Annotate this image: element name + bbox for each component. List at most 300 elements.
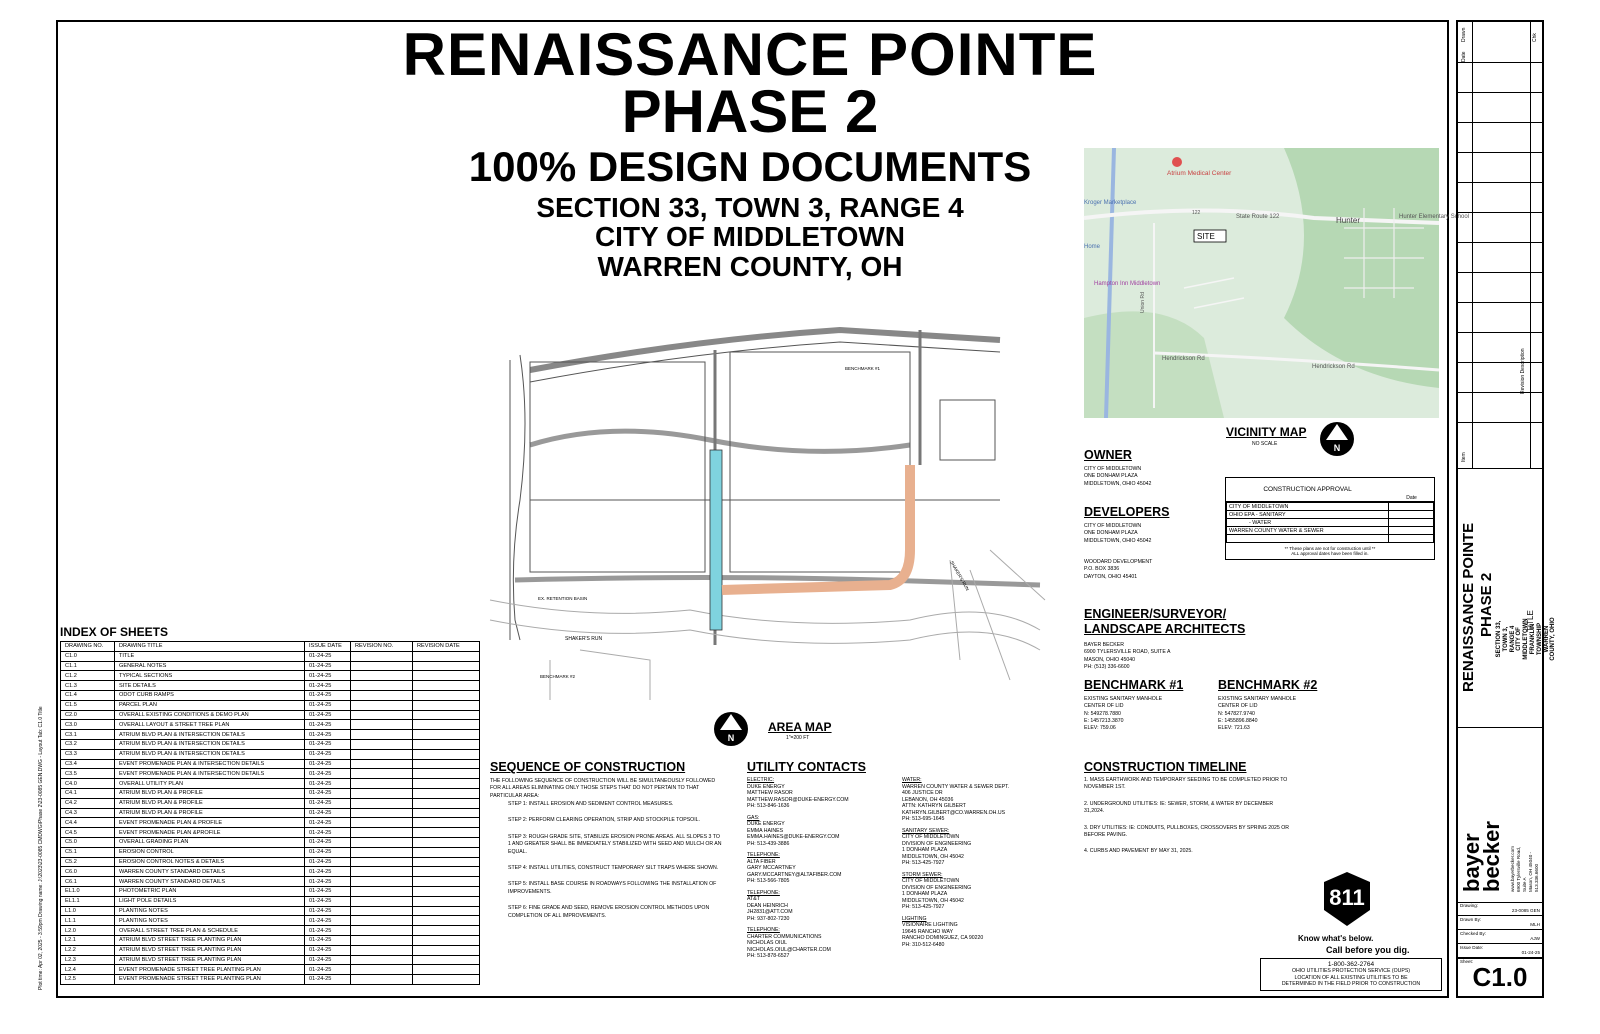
index-cell: 01-24-25 [305, 710, 351, 720]
index-cell: OVERALL LAYOUT & STREET TREE PLAN [115, 720, 305, 730]
index-cell: 01-24-25 [305, 975, 351, 985]
index-cell: EVENT PROMENADE STREET TREE PLANTING PLAN [115, 965, 305, 975]
index-row [61, 720, 480, 730]
utility-category: WATER: [902, 777, 922, 783]
index-cell: ATRIUM BLVD PLAN & PROFILE [115, 808, 305, 818]
vicinity-label-school: Hunter Elementary School [1399, 214, 1470, 220]
index-row [61, 867, 480, 877]
index-cell [351, 896, 413, 906]
index-cell [351, 769, 413, 779]
index-row [61, 965, 480, 975]
vicinity-map-graphic [1084, 148, 1470, 418]
index-cell [351, 916, 413, 926]
index-cell: OVERALL GRADING PLAN [115, 837, 305, 847]
construction-approval-box [1225, 477, 1435, 560]
index-row [61, 730, 480, 740]
firm-info: www.bayerbecker.com 6900 Tylersville Road, Suite A Mason, OH 45040 - 513.336.6600 [1510, 846, 1539, 892]
rev-header-date: Date [1461, 51, 1467, 62]
index-cell: C5.0 [61, 837, 115, 847]
oups-phone: 1-800-362-2764 [1327, 961, 1375, 968]
index-cell: L2.1 [61, 935, 115, 945]
index-col-header: DRAWING NO. [61, 642, 115, 652]
index-cell: 01-24-25 [305, 906, 351, 916]
index-cell [413, 955, 480, 965]
index-cell: 01-24-25 [305, 720, 351, 730]
owner-text: CITY OF MIDDLETOWN ONE DONHAM PLAZA MIDDLETOWN, OHIO 45042 [1084, 466, 1152, 487]
index-row [61, 681, 480, 691]
index-cell: 01-24-25 [305, 926, 351, 936]
titleblock-field [1458, 930, 1542, 944]
index-cell: WARREN COUNTY STANDARD DETAILS [115, 877, 305, 887]
index-cell: PARCEL PLAN [115, 700, 305, 710]
index-cell: TITLE [115, 651, 305, 661]
index-cell [413, 926, 480, 936]
index-row [61, 749, 480, 759]
benchmark1-label: BENCHMARK #1 [845, 366, 881, 371]
index-row [61, 661, 480, 671]
svg-text:N: N [1333, 443, 1341, 453]
engineer-heading-2: LANDSCAPE ARCHITECTS [1084, 622, 1246, 636]
index-cell: C3.5 [61, 769, 115, 779]
index-cell [413, 710, 480, 720]
index-cell [351, 877, 413, 887]
index-cell [351, 867, 413, 877]
index-cell: C1.0 [61, 651, 115, 661]
index-cell: 01-24-25 [305, 798, 351, 808]
index-cell: C3.2 [61, 739, 115, 749]
index-row [61, 779, 480, 789]
index-cell: 01-24-25 [305, 935, 351, 945]
index-row [61, 857, 480, 867]
index-cell: 01-24-25 [305, 759, 351, 769]
index-cell [413, 759, 480, 769]
index-cell [351, 661, 413, 671]
index-row [61, 847, 480, 857]
vicinity-label-sr122: State Route 122 [1236, 214, 1280, 220]
index-cell: ATRIUM BLVD PLAN & INTERSECTION DETAILS [115, 730, 305, 740]
index-cell [413, 916, 480, 926]
utility-contact: DUKE ENERGY EMMA HAINES EMMA.HAINES@DUKE-ENERGY.COM PH: 513-439-3886 [747, 821, 840, 847]
index-cell: 01-24-25 [305, 837, 351, 847]
vicinity-label-kroger: Kroger Marketplace [1084, 200, 1137, 206]
index-cell [351, 965, 413, 975]
index-cell: PLANTING NOTES [115, 906, 305, 916]
index-cell: C5.1 [61, 847, 115, 857]
utility-category: STORM SEWER: [902, 871, 943, 878]
index-row [61, 769, 480, 779]
index-cell: 01-24-25 [305, 779, 351, 789]
index-cell: GENERAL NOTES [115, 661, 305, 671]
index-cell: LIGHT POLE DETAILS [115, 896, 305, 906]
utility-contact: CITY OF MIDDLETOWN DIVISION OF ENGINEERING 1 DONHAM PLAZA MIDDLETOWN, OH 45042 PH: 513-425-7927 [902, 878, 972, 910]
index-cell: C3.1 [61, 730, 115, 740]
index-cell [351, 926, 413, 936]
area-map-plan [490, 300, 1050, 700]
developers-heading: DEVELOPERS [1084, 505, 1170, 519]
index-cell [413, 730, 480, 740]
titleblock-field-value: MLH [1530, 922, 1540, 927]
index-cell [413, 886, 480, 896]
index-cell [413, 867, 480, 877]
index-cell [413, 749, 480, 759]
index-row [61, 671, 480, 681]
index-cell: C4.0 [61, 779, 115, 789]
sequence-step: STEP 4: INSTALL UTILITIES, CONSTRUCT TEMPORARY SILT TRAPS WHERE SHOWN. [508, 865, 719, 872]
timeline-item: 4. CURBS AND PAVEMENT BY MAY 31, 2025. [1084, 848, 1193, 855]
titleblock-sheet-title: TITLE [1526, 610, 1535, 632]
utility-contact: DUKE ENERGY MATTHEW RASOR MATTHEW.RASOR@DUKE-ENERGY.COM PH: 513-846-1636 [747, 783, 849, 809]
north-arrow-icon-vicinity [1318, 420, 1356, 458]
project-title: RENAISSANCE POINTE [402, 21, 1098, 88]
index-cell: 01-24-25 [305, 867, 351, 877]
index-cell: OVERALL EXISTING CONDITIONS & DEMO PLAN [115, 710, 305, 720]
index-row [61, 798, 480, 808]
index-header-row [61, 642, 480, 652]
index-cell: C6.1 [61, 877, 115, 887]
index-cell: L2.3 [61, 955, 115, 965]
index-cell [413, 651, 480, 661]
index-col-header: ISSUE DATE [305, 642, 351, 652]
index-row [61, 651, 480, 661]
index-cell [351, 779, 413, 789]
index-cell [413, 700, 480, 710]
county-line: WARREN COUNTY, OH [597, 251, 903, 282]
index-cell [413, 769, 480, 779]
revision-table [1458, 22, 1542, 468]
index-cell [413, 779, 480, 789]
index-cell: ATRIUM BLVD PLAN & INTERSECTION DETAILS [115, 739, 305, 749]
utility-contact: CHARTER COMMUNICATIONS NICHOLAS OIUL NICHOLAS.OIUL@CHARTER.COM PH: 513-878-6527 [747, 933, 831, 959]
titleblock-field [1458, 916, 1542, 930]
approval-row: - WATER [1227, 519, 1389, 527]
utility-col-1 [747, 777, 892, 965]
index-row [61, 896, 480, 906]
index-cell: C3.3 [61, 749, 115, 759]
shakers-run-label: SHAKER'S RUN [565, 636, 603, 642]
timeline-item: 1. MASS EARTHWORK AND TEMPORARY SEEDING TO BE COMPLETED PRIOR TO NOVEMBER 1ST. [1084, 777, 1288, 791]
index-cell: C1.2 [61, 671, 115, 681]
call-811-line1: Know what's below. [1298, 934, 1374, 943]
index-col-header: REVISION NO. [351, 642, 413, 652]
index-row [61, 788, 480, 798]
index-cell [413, 906, 480, 916]
index-cell [351, 857, 413, 867]
index-cell: EVENT PROMENADE PLAN & INTERSECTION DETAILS [115, 759, 305, 769]
index-cell: C4.2 [61, 798, 115, 808]
index-cell [413, 857, 480, 867]
index-heading: INDEX OF SHEETS [60, 625, 169, 639]
utility-contact: ALTA FIBER GARY MCCARTNEY GARY.MCCARTNEY@ALTAFIBER.COM PH: 513-566-7805 [747, 858, 842, 884]
utility-category: SANITARY SEWER: [902, 827, 950, 834]
index-row [61, 886, 480, 896]
index-cell: OVERALL STREET TREE PLAN & SCHEDULE [115, 926, 305, 936]
index-cell: 01-24-25 [305, 965, 351, 975]
index-cell: 01-24-25 [305, 945, 351, 955]
utility-contact: VISIONAIRE LIGHTING 19645 RANCHO WAY RANCHO DOMINGUEZ, CA 90220 PH: 310-512-6480 [902, 922, 984, 948]
sheet-label: Sheet: [1460, 959, 1474, 964]
titleblock-field [1458, 944, 1542, 958]
vicinity-map [1084, 148, 1470, 418]
index-table [60, 641, 480, 985]
index-cell: 01-24-25 [305, 828, 351, 838]
titleblock-field-value: 01-24-25 [1521, 950, 1540, 955]
utility-heading: UTILITY CONTACTS [747, 760, 866, 774]
index-cell [351, 681, 413, 691]
utility-category: TELEPHONE: [747, 889, 780, 896]
vicinity-label-hospital: Atrium Medical Center [1167, 170, 1232, 177]
benchmark2-label: BENCHMARK #2 [540, 674, 576, 679]
utility-category: TELEPHONE: [747, 852, 780, 858]
index-cell: L2.4 [61, 965, 115, 975]
index-cell [413, 975, 480, 985]
vicinity-label-route-shield: 122 [1192, 210, 1201, 216]
benchmark2-heading: BENCHMARK #2 [1218, 678, 1318, 692]
timeline-item: 2. UNDERGROUND UTILITIES: IE: SEWER, STORM, & WATER BY DECEMBER 31,2024. [1084, 800, 1274, 815]
titleblock-sub: SECTION 33, TOWN 3, RANGE 4 CITY OF MIDDLETOWN FRANKLIN TOWNSHIP WARREN COUNTY, OHIO [1496, 617, 1557, 661]
plot-info: Plot time: Apr 02, 2025 - 3:59pm Drawing name: J:\2023\23-0085 CMDWG\Phase 2\23-0085 GEN.DWG - Layout Tab: C1.0 Title [38, 706, 44, 990]
document-status: 100% DESIGN DOCUMENTS [468, 143, 1032, 190]
vicinity-site-label: SITE [1197, 232, 1215, 241]
titleblock-fields [1458, 902, 1542, 958]
approval-row: CITY OF MIDDLETOWN [1227, 503, 1389, 511]
rev-header-item: Item [1461, 452, 1467, 462]
index-cell [413, 945, 480, 955]
index-cell: C6.0 [61, 867, 115, 877]
index-cell [351, 975, 413, 985]
vicinity-label-hampton: Hampton Inn Middletown [1094, 281, 1161, 287]
sequence-step: STEP 3: ROUGH GRADE SITE, STABILIZE EROSION PRONE AREAS. ALL SLOPES 3 TO 1 AND GREATER SHALL BE IMMEDIATELY STABILIZED WITH SEED AND MULCH OR AN EQUAL. [508, 833, 722, 855]
index-cell [413, 828, 480, 838]
vicinity-label-union: Union Rd [1140, 292, 1146, 313]
benchmark2-text: EXISTING SANITARY MANHOLE CENTER OF LID N: 547827.9740 E: 1455896.8840 ELEV: 721.63 [1218, 696, 1297, 732]
index-cell: C1.5 [61, 700, 115, 710]
approval-table [1226, 502, 1434, 543]
north-arrow-icon [712, 710, 750, 748]
index-cell: C4.5 [61, 828, 115, 838]
index-cell: 01-24-25 [305, 818, 351, 828]
index-cell: C3.4 [61, 759, 115, 769]
index-cell: ATRIUM BLVD PLAN & PROFILE [115, 798, 305, 808]
index-cell: 01-24-25 [305, 857, 351, 867]
sequence-steps [508, 801, 724, 929]
index-cell: 01-24-25 [305, 896, 351, 906]
call-811-icon [1318, 870, 1376, 928]
index-row [61, 837, 480, 847]
index-cell: 01-24-25 [305, 769, 351, 779]
project-phase: PHASE 2 [621, 78, 879, 145]
index-cell [413, 720, 480, 730]
benchmark1-heading: BENCHMARK #1 [1084, 678, 1184, 692]
index-cell: ATRIUM BLVD STREET TREE PLANTING PLAN [115, 935, 305, 945]
index-cell: OVERALL UTILITY PLAN [115, 779, 305, 789]
call-811-line2: Call before you dig. [1326, 945, 1410, 955]
index-cell: 01-24-25 [305, 847, 351, 857]
index-row [61, 818, 480, 828]
index-cell: 01-24-25 [305, 749, 351, 759]
vicinity-label-hendrickson: Hendrickson Rd [1162, 356, 1205, 362]
index-cell [351, 828, 413, 838]
index-cell [351, 671, 413, 681]
index-cell: EVENT PROMENADE PLAN & PROFILE [115, 818, 305, 828]
title-block [1456, 20, 1557, 998]
titleblock-field [1458, 902, 1542, 916]
index-cell: EROSION CONTROL [115, 847, 305, 857]
index-row [61, 739, 480, 749]
approval-note: ** These plans are not for construction until ** ALL approval dates have been filled in. [1284, 546, 1376, 556]
index-cell: EVENT PROMENADE PLAN &PROFILE [115, 828, 305, 838]
index-col-header: DRAWING TITLE [115, 642, 305, 652]
index-cell: L1.1 [61, 916, 115, 926]
index-cell: EL1.0 [61, 886, 115, 896]
index-cell: L1.0 [61, 906, 115, 916]
index-cell [351, 837, 413, 847]
index-cell: 01-24-25 [305, 916, 351, 926]
developers-text-2: WOODARD DEVELOPMENT P.O. BOX 3836 DAYTON, OHIO 45401 [1084, 559, 1153, 580]
area-map-title: AREA MAP [768, 720, 832, 734]
utility-contact: CITY OF MIDDLETOWN DIVISION OF ENGINEERING 1 DONHAM PLAZA MIDDLETOWN, OH 45042 PH: 513-425-7927 [902, 834, 972, 866]
shakers-run-label-2: SHAKER'S RUN [949, 560, 971, 592]
index-cell [351, 700, 413, 710]
vicinity-label-hendrickson-2: Hendrickson Rd [1312, 364, 1355, 370]
timeline-item: 3. DRY UTILITIES: IE: CONDUITS, PULLBOXES, CROSSOVERS BY SPRING 2025 OR BEFORE PAVING. [1084, 824, 1289, 839]
index-row [61, 935, 480, 945]
titleblock-phase: PHASE 2 [1478, 572, 1495, 637]
titleblock-field-label: Drawn By: [1460, 917, 1482, 922]
index-cell: PHOTOMETRIC PLAN [115, 886, 305, 896]
index-cell [413, 818, 480, 828]
area-map-scale: 1"=200 FT [786, 735, 810, 741]
index-cell: L2.2 [61, 945, 115, 955]
index-cell [351, 710, 413, 720]
index-col-header: REVISION DATE [413, 642, 480, 652]
sequence-step: STEP 6: FINE GRADE AND SEED, REMOVE EROSION CONTROL METHODS UPON COMPLETION OF ALL IMPROVEMENTS. [508, 905, 710, 919]
index-cell: EVENT PROMENADE STREET TREE PLANTING PLAN [115, 975, 305, 985]
index-cell: ATRIUM BLVD STREET TREE PLANTING PLAN [115, 955, 305, 965]
index-row [61, 828, 480, 838]
oups-box [1260, 958, 1442, 991]
titleblock-project: RENAISSANCE POINTE [1460, 522, 1477, 692]
vicinity-map-title: VICINITY MAP [1226, 425, 1307, 439]
index-cell [413, 798, 480, 808]
index-cell: WARREN COUNTY STANDARD DETAILS [115, 867, 305, 877]
index-cell: 01-24-25 [305, 877, 351, 887]
index-cell [351, 906, 413, 916]
index-cell: C3.0 [61, 720, 115, 730]
engineer-text: BAYER BECKER 6900 TYLERSVILLE ROAD, SUITE A MASON, OHIO 45040 PH: (513) 336-6600 [1084, 642, 1171, 670]
approval-row: OHIO EPA - SANITARY [1227, 511, 1389, 519]
index-cell: C4.3 [61, 808, 115, 818]
index-cell [351, 886, 413, 896]
index-cell [351, 818, 413, 828]
titleblock-field-label: Issue Date: [1460, 945, 1484, 950]
titleblock-field-label: Checked By: [1460, 931, 1487, 936]
index-cell: 01-24-25 [305, 690, 351, 700]
oups-note: OHIO UTILITIES PROTECTION SERVICE (OUPS) LOCATION OF ALL EXISTING UTILITIES TO BE DETERMINED IN THE FIELD PRIOR TO CONSTRUCTION [1281, 968, 1421, 988]
index-cell: 01-24-25 [305, 671, 351, 681]
index-row [61, 975, 480, 985]
index-cell: C4.1 [61, 788, 115, 798]
index-cell: PLANTING NOTES [115, 916, 305, 926]
firm-logo-bayer: bayer [1459, 833, 1484, 892]
index-cell: EVENT PROMENADE PLAN & INTERSECTION DETAILS [115, 769, 305, 779]
index-cell: 01-24-25 [305, 739, 351, 749]
index-row [61, 808, 480, 818]
index-cell [351, 749, 413, 759]
index-cell: 01-24-25 [305, 681, 351, 691]
index-cell: EL1.1 [61, 896, 115, 906]
utility-contact: WARREN COUNTY WATER & SEWER DEPT. 406 JUSTICE DR LEBANON, OH 45036 ATTN: KATHRYN GILBERT KATHRYN.GILBERT@CO.WARREN.OH.US PH: 513-695-1645 [902, 783, 1010, 822]
sheet-number: C1.0 [1472, 962, 1528, 992]
index-cell [351, 739, 413, 749]
index-cell: TYPICAL SECTIONS [115, 671, 305, 681]
svg-text:N: N [727, 733, 735, 743]
utility-category: ELECTRIC: [747, 777, 775, 783]
index-cell: 01-24-25 [305, 808, 351, 818]
index-cell: C1.1 [61, 661, 115, 671]
index-cell: C1.4 [61, 690, 115, 700]
index-cell [413, 671, 480, 681]
index-cell [351, 730, 413, 740]
index-cell [351, 720, 413, 730]
index-cell [413, 847, 480, 857]
index-cell [413, 837, 480, 847]
index-row [61, 916, 480, 926]
index-cell: ATRIUM BLVD PLAN & INTERSECTION DETAILS [115, 749, 305, 759]
titleblock-field-value: 23-0085 GEN [1511, 908, 1540, 913]
index-cell [413, 877, 480, 887]
index-cell [413, 935, 480, 945]
rev-header-chk: Chk [1532, 33, 1538, 42]
utility-category: TELEPHONE: [747, 927, 780, 933]
index-row [61, 877, 480, 887]
index-cell: 01-24-25 [305, 955, 351, 965]
index-cell: C4.4 [61, 818, 115, 828]
index-row [61, 926, 480, 936]
index-cell [351, 935, 413, 945]
sequence-step: STEP 2: PERFORM CLEARING OPERATION, STRIP AND STOCKPILE TOPSOIL. [508, 817, 700, 824]
firm-logo-becker: becker [1479, 821, 1504, 892]
approval-row: WARREN COUNTY WATER & SEWER [1227, 527, 1389, 535]
rev-header-description: Revision Description [1520, 348, 1526, 394]
index-cell: C2.0 [61, 710, 115, 720]
index-cell [351, 759, 413, 769]
engineer-heading: ENGINEER/SURVEYOR/ [1084, 607, 1227, 621]
index-cell [351, 945, 413, 955]
index-cell: C5.2 [61, 857, 115, 867]
index-cell [413, 690, 480, 700]
city-line: CITY OF MIDDLETOWN [594, 221, 906, 252]
index-cell: 01-24-25 [305, 730, 351, 740]
index-cell [413, 808, 480, 818]
index-cell [413, 681, 480, 691]
index-cell: EROSION CONTROL NOTES & DETAILS [115, 857, 305, 867]
index-cell: L2.5 [61, 975, 115, 985]
sequence-step: STEP 5: INSTALL BASE COURSE IN ROADWAYS FOLLOWING THE INSTALLATION OF IMPROVEMENTS. [508, 881, 717, 895]
index-cell: 01-24-25 [305, 788, 351, 798]
index-cell [413, 788, 480, 798]
index-cell: ATRIUM BLVD STREET TREE PLANTING PLAN [115, 945, 305, 955]
index-cell [351, 808, 413, 818]
index-cell [413, 661, 480, 671]
index-cell [351, 788, 413, 798]
index-row [61, 710, 480, 720]
vicinity-map-scale: NO SCALE [1252, 441, 1278, 447]
timeline-list [1084, 777, 1294, 865]
index-cell [351, 798, 413, 808]
titleblock-field-label: Drawing: [1460, 903, 1479, 908]
index-cell [351, 955, 413, 965]
index-row [61, 690, 480, 700]
